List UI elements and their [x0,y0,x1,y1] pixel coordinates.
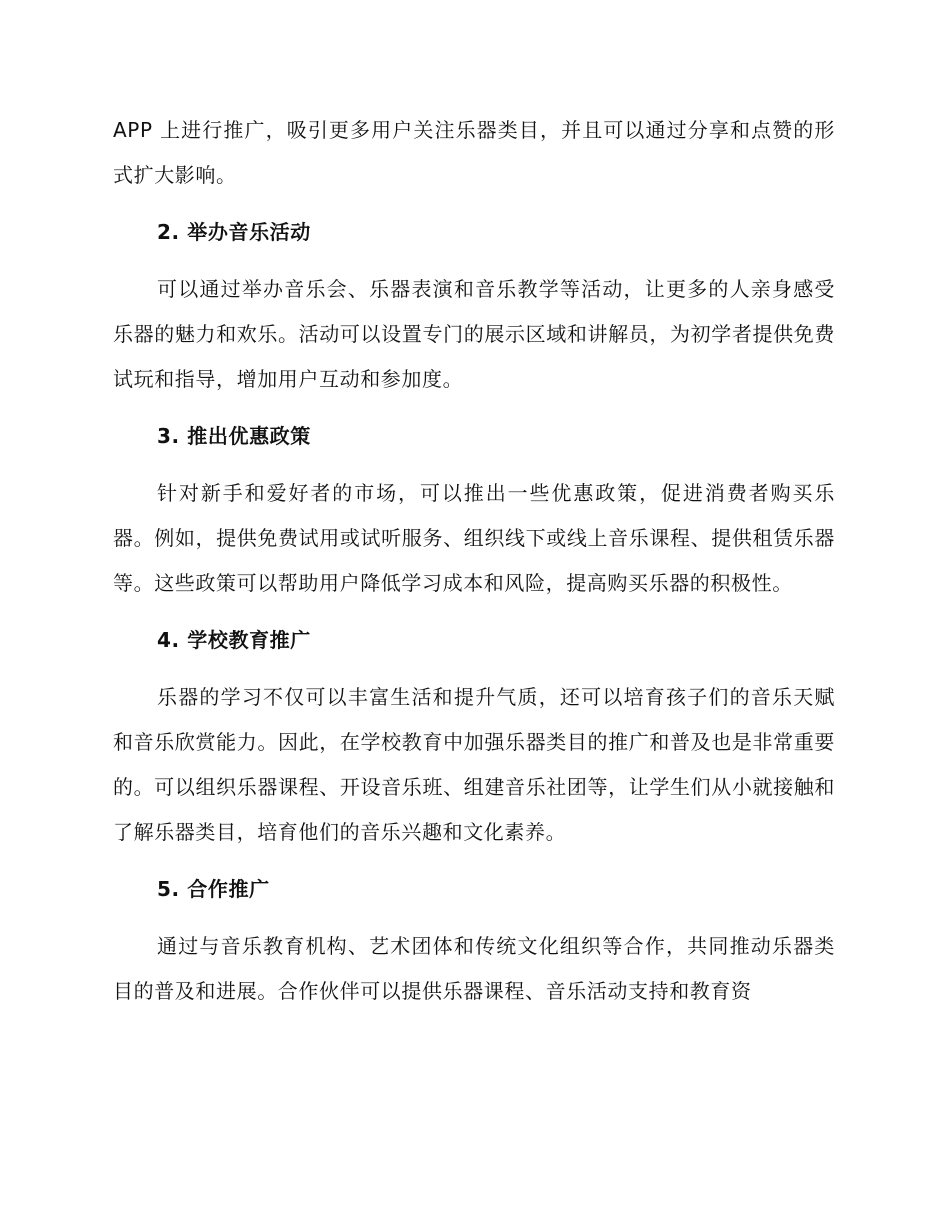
section-heading: 2. 举办音乐活动 [157,220,311,244]
spacer [113,606,835,618]
section-paragraph: 可以通过举办音乐会、乐器表演和音乐教学等活动，让更多的人亲身感受乐器的魅力和欢乐。活动可以设置专门的展示区域和讲解员，为初学者提供免费试玩和指导，增加用户互动和参加度。 [113,277,835,391]
section-discount-policy [113,414,835,606]
section-paragraph: 通过与音乐教育机构、艺术团体和传统文化组织等合作，共同推动乐器类目的普及和进展。合作伙伴可以提供乐器课程、音乐活动支持和教育资 [113,934,835,1003]
section-heading: 5. 合作推广 [157,877,270,901]
section-heading: 3. 推出优惠政策 [157,424,311,448]
spacer [113,198,835,210]
spacer [113,459,835,471]
section-paragraph: 乐器的学习不仅可以丰富生活和提升气质，还可以培育孩子们的音乐天赋和音乐欣赏能力。因此，在学校教育中加强乐器类目的推广和普及也是非常重要的。可以组织乐器课程、开设音乐班、组建音乐社团等，让学生们从小就接触和了解乐器类目，培育他们的音乐兴趣和文化素养。 [113,685,835,844]
document-body [113,108,835,1014]
intro-paragraph: APP 上进行推广，吸引更多用户关注乐器类目，并且可以通过分享和点赞的形式扩大影响。 [113,118,835,187]
spacer [113,255,835,267]
section-school-education [113,618,835,855]
spacer [113,912,835,924]
section-cooperation [113,867,835,1014]
section-heading: 4. 学校教育推广 [157,628,311,652]
spacer [113,855,835,867]
spacer [113,663,835,675]
section-paragraph: 针对新手和爱好者的市场，可以推出一些优惠政策，促进消费者购买乐器。例如，提供免费试用或试听服务、组织线下或线上音乐课程、提供租赁乐器等。这些政策可以帮助用户降低学习成本和风险，提高购买乐器的积极性。 [113,481,835,595]
section-music-events [113,210,835,402]
spacer [113,402,835,414]
